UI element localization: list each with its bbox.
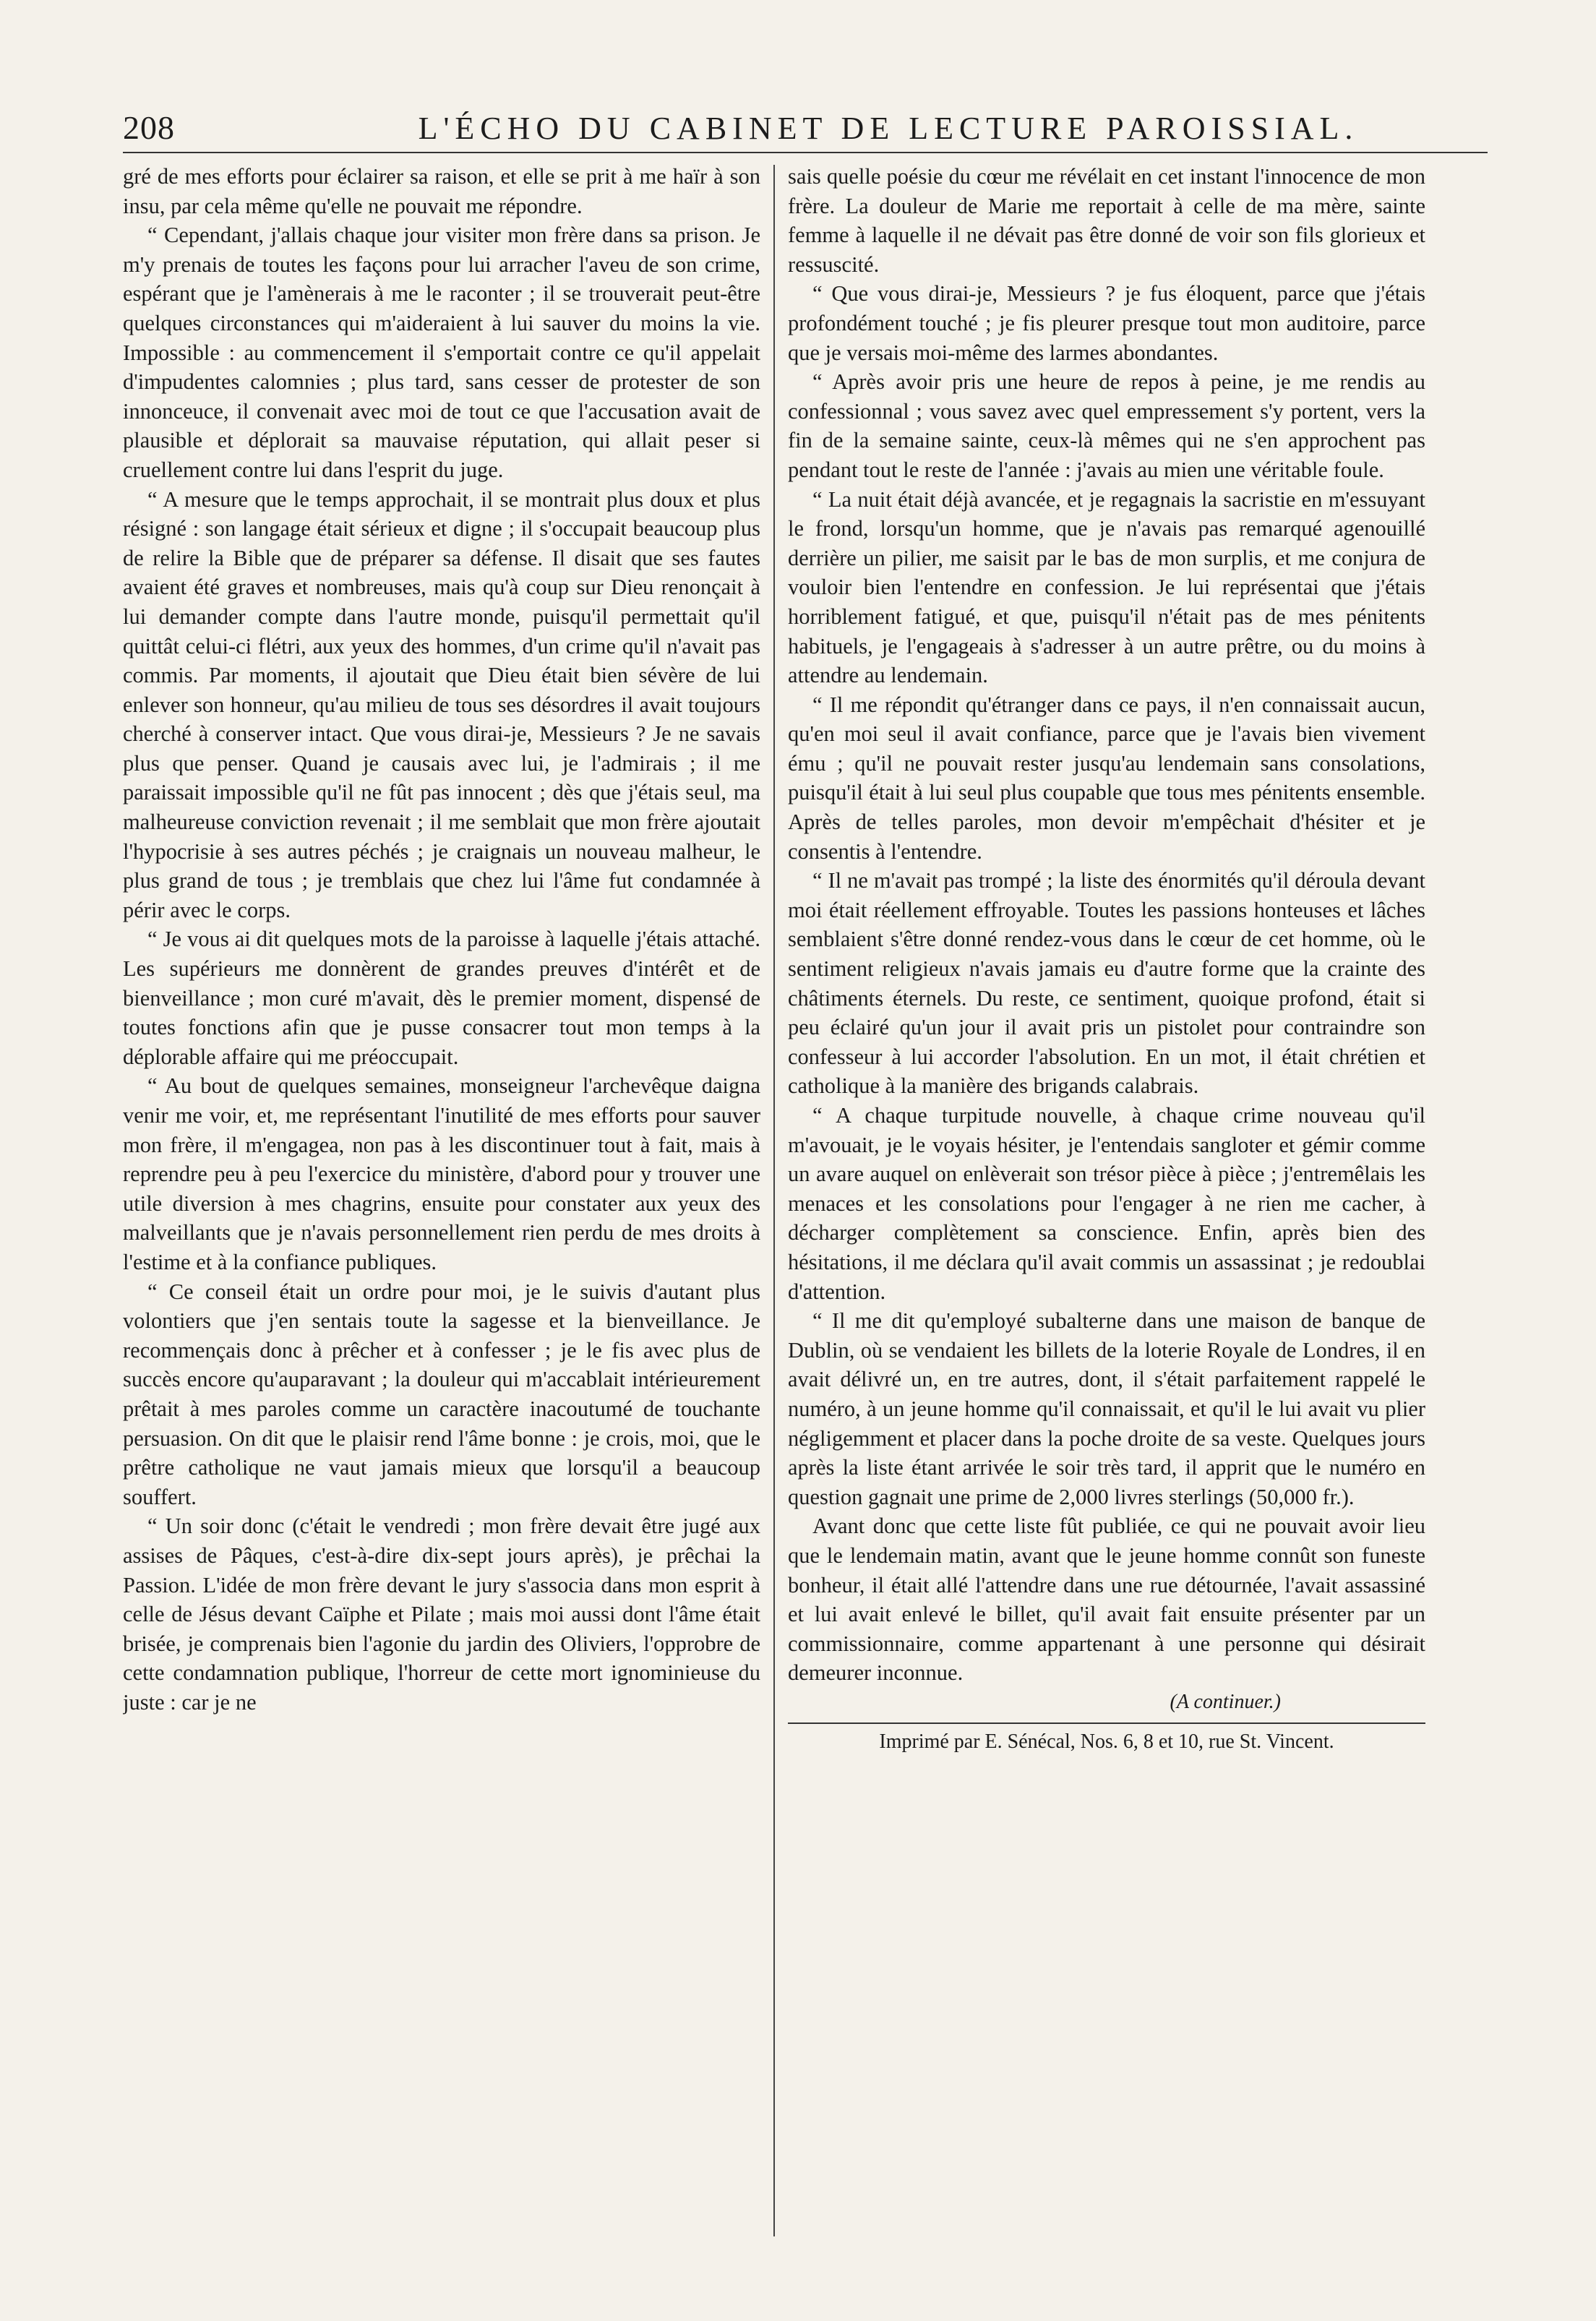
paragraph: “ A chaque turpitude nouvelle, à chaque crime nouveau qu'il m'avouait, je le voyais hésiter, je l'entendais sangloter et gémir comme un avare auquel on enlèverait son trésor pièce à pièce ; j'entremêlais les menaces et les consolations pour l'engager à ne rien me cacher, à décharger complètement sa conscience. Enfin, après bien des hésitations, il me déclara qu'il avait commis un assassinat ; je redoublai d'attention. xyxy=(788,1103,1425,1304)
paragraph: gré de mes efforts pour éclairer sa raison, et elle se prit à me haïr à son insu, par cela même qu'elle ne pouvait me répondre. xyxy=(123,164,760,218)
page-header xyxy=(123,108,1488,153)
paragraph: “ A mesure que le temps approchait, il se montrait plus doux et plus résigné : son langage était sérieux et digne ; il s'occupait beaucoup plus de relire la Bible que de préparer sa défense. Il disait que ses fautes avaient été graves et nombreuses, mais qu'à coup sur Dieu renonçait à lui demander compte dans l'autre monde, puisqu'il permettait qu'il quittât celui-ci flétri, aux yeux des hommes, d'un crime qu'il n'avait pas commis. Par moments, il ajoutait que Dieu était bien sévère de lui enlever son honneur, qu'au milieu de tous ses désordres il avait toujours cherché à conserver intact. Que vous dirai-je, Messieurs ? Je ne savais plus que penser. Quand je causais avec lui, je l'admirais ; il me paraissait impossible qu'il ne fût pas innocent ; dès que j'étais seul, ma malheureuse conviction revenait ; il me semblait que mon frère ajoutait l'hypocrisie à ses autres péchés ; je craignais un nouveau malheur, le plus grand de tous ; je tremblais que chez lui l'âme fut condamnée à périr avec le corps. xyxy=(123,486,760,922)
paragraph: “ Ce conseil était un ordre pour moi, je le suivis d'autant plus volontiers que j'en sentais toute la sagesse et la bienveillance. Je recommençais donc à prêcher et à confesser ; je le fis avec plus de succès encore qu'auparavant ; la douleur qui m'accablait intérieurement prêtait à mes paroles comme un caractère inacoutumé de touchante persuasion. On dit que le plaisir rend l'âme bonne : je crois, moi, que le prêtre catholique ne vaut jamais mieux que lorsqu'il a beaucoup souffert. xyxy=(123,1279,760,1509)
continuation-note: (A continuer.) xyxy=(1170,1690,1281,1713)
paragraph: “ Il me dit qu'employé subalterne dans une maison de banque de Dublin, où se vendaient les billets de la loterie Royale de Londres, il en avait délivré un, en tre autres, dont, il s'était parfaitement rappelé le numéro, à un jeune homme qu'il connaissait, et qu'il le lui avait vu plier négligemment et placer dans la poche droite de sa veste. Quelques jours après la liste étant arrivée le soir très tard, il apprit que le numéro en question gagnait une prime de 2,000 livres sterlings (50,000 fr.). xyxy=(788,1308,1425,1509)
paragraph: “ Il ne m'avait pas trompé ; la liste des énormités qu'il déroula devant moi était réellement effroyable. Toutes les passions honteuses et lâches semblaient s'être donné rendez-vous dans le cœur de cet homme, où le sentiment religieux n'avais jamais eu d'autre forme que la crainte des châtiments éternels. Du reste, ce sentiment, quoique profond, était si peu éclairé qu'un jour il avait pris un pistolet pour contraindre son confesseur à lui accorder l'absolution. En un mot, il était chrétien et catholique à la manière des brigands calabrais. xyxy=(788,868,1425,1099)
paragraph: “ Un soir donc (c'était le vendredi ; mon frère devait être jugé aux assises de Pâques, c'est-à-dire dix-sept jours après), je prêchai la Passion. L'idée de mon frère devant le jury s'associa dans mon esprit à celle de Jésus devant Caïphe et Pilate ; mais moi aussi dont l'âme était brisée, je comprenais bien l'agonie du jardin des Oliviers, l'opprobre de cette condamnation publique, l'horreur de cette mort ignominieuse du juste : car je ne xyxy=(123,1514,760,1715)
paragraph: “ Cependant, j'allais chaque jour visiter mon frère dans sa prison. Je m'y prenais de toutes les façons pour lui arracher l'aveu de son crime, espérant que je l'amènerais à me le raconter ; il se trouverait peut-être quelques circonstances qui m'aideraient à lui sauver du moins la vie. Impossible : au commencement il s'emportait contre ce qu'il appelait d'impudentes calomnies ; plus tard, sans cesser de protester de son innonceuce, il convenait avec moi de tout ce que l'accusation avait de plausible et déplorait sa mauvaise réputation, qui allait peser si cruellement contre lui dans l'esprit du juge. xyxy=(123,223,760,482)
paragraph: “ Que vous dirai-je, Messieurs ? je fus éloquent, parce que j'étais profondément touché ; je fis pleurer presque tout mon auditoire, parce que je versais moi-même des larmes abondantes. xyxy=(788,281,1425,365)
imprint-line: Imprimé par E. Sénécal, Nos. 6, 8 et 10, rue St. Vincent. xyxy=(879,1730,1334,1753)
paragraph: “ Au bout de quelques semaines, monseigneur l'archevêque daigna venir me voir, et, me représentant l'inutilité de mes efforts pour sauver mon frère, il m'engagea, non pas à les discontinuer tout à fait, mais à reprendre peu à peu l'exercice du ministère, d'abord pour y trouver une utile diversion à mes chagrins, ensuite pour constater aux yeux des malveillants que je n'avais personnellement rien perdu de mes droits à l'estime et à la confiance publiques. xyxy=(123,1073,760,1274)
paragraph: “ Il me répondit qu'étranger dans ce pays, il n'en connaissait aucun, qu'en moi seul il avait confiance, parce que je l'avais bien vivement ému ; qu'il ne pouvait rester jusqu'au lendemain sans consolations, puisqu'il était à lui seul plus coupable que tous mes pénitents ensemble. Après de telles paroles, mon devoir m'empêchait d'hésiter et je consentis à l'entendre. xyxy=(788,692,1425,864)
page-number: 208 xyxy=(123,109,175,146)
paragraph: sais quelle poésie du cœur me révélait en cet instant l'innocence de mon frère. La douleur de Marie me reportait à celle de ma mère, sainte femme à laquelle il ne dévait pas être donné de voir son fils glorieux et ressuscité. xyxy=(788,164,1425,277)
running-head: L'ÉCHO DU CABINET DE LECTURE PAROISSIAL. xyxy=(418,111,1359,146)
paragraph: “ La nuit était déjà avancée, et je regagnais la sacristie en m'essuyant le frond, lorsqu'un homme, que je n'avais pas remarqué agenouillé derrière un pilier, me saisit par le bas de mon surplis, et me conjura de vouloir bien l'entendre en confession. Je lui représentai que j'étais horriblement fatigué, et que, puisqu'il n'était pas de mes pénitents habituels, je l'engageais à s'adresser à un autre prêtre, ou du moins à attendre au lendemain. xyxy=(788,486,1425,688)
right-column xyxy=(775,162,1425,2236)
text-columns xyxy=(123,162,1488,2236)
left-column xyxy=(123,162,773,2236)
paragraph: Avant donc que cette liste fût publiée, ce qui ne pouvait avoir lieu que le lendemain matin, avant que le jeune homme connût son funeste bonheur, il était allé l'attendre dans une rue détournée, l'avait assassiné et lui avait enlevé le billet, qu'il avait fait ensuite présenter par un commissionnaire, comme appartenant à une personne qui désirait demeurer inconnue. xyxy=(788,1514,1425,1686)
paragraph: “ Je vous ai dit quelques mots de la paroisse à laquelle j'étais attaché. Les supérieurs me donnèrent de grandes preuves d'intérêt et de bienveillance ; mon curé m'avait, dès le premier moment, dispensé de toutes fonctions afin que je pusse consacrer tout mon temps à la déplorable affaire qui me préoccupait. xyxy=(123,927,760,1069)
footer-rule xyxy=(788,1722,1425,1724)
paragraph: “ Après avoir pris une heure de repos à peine, je me rendis au confessionnal ; vous savez avec quel empressement s'y portent, vers la fin de la semaine sainte, ceux-là mêmes qui ne s'en approchent pas pendant tout le reste de l'année : j'avais au mien une véritable foule. xyxy=(788,369,1425,482)
